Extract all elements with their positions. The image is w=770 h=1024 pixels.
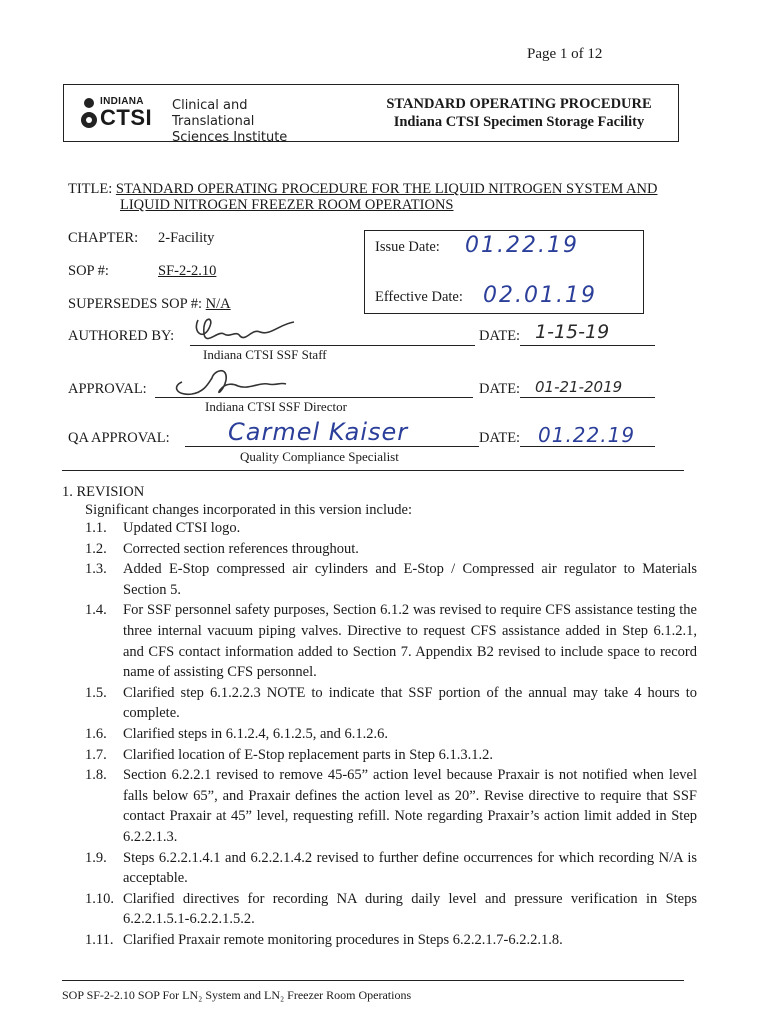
item-number: 1.3. [85,561,107,578]
org-line-2: Sciences Institute [172,130,288,145]
item-text: Steps 6.2.2.1.4.1 and 6.2.2.1.4.2 revised to further define occurrences for which recording N/A is acceptable. [123,849,697,887]
item-number: 1.11. [85,931,114,948]
title-line-2: LIQUID NITROGEN FREEZER ROOM OPERATIONS [120,197,454,213]
approval-role: Indiana CTSI SSF Director [205,399,347,414]
logo-mark-icon [78,95,100,133]
logo-indiana: INDIANA [100,96,144,107]
ctsi-logo [78,93,318,145]
list-item [85,765,697,847]
item-number: 1.5. [85,684,107,701]
list-item [85,930,697,951]
effective-date-label: Effective Date: [375,289,463,305]
list-item [85,889,697,930]
qa-signature: Carmel Kaiser [228,418,409,446]
list-item [85,559,697,600]
item-number: 1.8. [85,767,107,784]
header-title [369,95,669,131]
supersedes-label: SUPERSEDES SOP #: [68,296,203,312]
author-signature-icon [190,312,300,352]
list-item [85,724,697,745]
effective-date-value: 02.01.19 [483,283,597,308]
list-item [85,539,697,560]
sop-label: SOP #: [68,263,109,279]
authored-label: AUTHORED BY: [68,328,175,344]
item-text: Corrected section references throughout. [123,540,359,557]
footer-divider [62,980,684,981]
item-text: Clarified step 6.1.2.2.3 NOTE to indicate that SSF portion of the annual may take 4 hours to complete. [123,684,697,722]
revision-intro: Significant changes incorporated in this version include: [85,502,412,518]
document-title [68,181,688,213]
footer-text: SOP SF-2-2.10 SOP For LN₂ System and LN₂ Freezer Room Operations [62,988,412,1002]
header-box [63,84,679,145]
approval-label: APPROVAL: [68,381,147,397]
revision-list [85,518,697,950]
item-number: 1.7. [85,746,107,763]
item-text: Clarified location of E-Stop replacement parts in Step 6.1.3.1.2. [123,746,494,763]
item-number: 1.9. [85,849,107,866]
item-text: Clarified Praxair remote monitoring procedures in Steps 6.2.2.1.7-6.2.2.1.8. [123,931,563,948]
logo-ctsi: CTSI [100,105,153,130]
qa-label: QA APPROVAL: [68,430,170,446]
item-text: Clarified steps in 6.1.2.4, 6.1.2.5, and 6.1.2.6. [123,725,389,742]
issue-date-value: 01.22.19 [465,233,579,258]
qa-date-value: 01.22.19 [538,423,636,447]
authored-date-value: 1-15-19 [535,321,610,343]
chapter-value: 2-Facility [158,230,215,246]
authored-date-line [520,345,655,346]
section-divider [62,470,684,471]
item-text: Updated CTSI logo. [123,520,241,536]
item-number: 1.6. [85,725,107,742]
list-item [85,600,697,682]
item-text: Clarified directives for recording NA during daily level and pressure verification in Steps 6.2.2.1.5.1-6.2.2.1.5.2. [123,890,697,928]
item-number: 1.4. [85,602,107,619]
approval-signature-line [155,397,473,398]
list-item [85,518,697,539]
logo-org-name [172,98,318,146]
chapter-label: CHAPTER: [68,230,139,246]
dates-box [364,230,644,314]
supersedes-value: N/A [205,296,231,312]
title-label: TITLE: [68,181,113,197]
header-title-line-2: Indiana CTSI Specimen Storage Facility [393,114,645,130]
list-item [85,683,697,724]
item-text: Added E-Stop compressed air cylinders and E-Stop / Compressed air regulator to Materials Section 5. [123,561,697,598]
approval-date-line [520,397,655,398]
header-title-line-1: STANDARD OPERATING PROCEDURE [386,96,652,112]
authored-date-label: DATE: [479,328,521,344]
item-text: For SSF personnel safety purposes, Section 6.1.2 was revised to require CFS assistance testing the three internal vacuum piping valves. Directive to request CFS assistance added in Step 6.1.2.1, and CFS contact information added to Section 7. Appendix B2 revised to include space to record name of assisting CFS personnel. [123,602,697,681]
qa-signature-line [185,446,479,447]
title-line-1: STANDARD OPERATING PROCEDURE FOR THE LIQUID NITROGEN SYSTEM AND [115,181,658,197]
qa-role: Quality Compliance Specialist [240,449,399,464]
sop-value: SF-2-2.10 [158,263,217,279]
item-text: Section 6.2.2.1 revised to remove 45-65” action level because Praxair is not notified when level falls below 65”, and Praxair defines the action level as 20”. Revise directive to require that SSF contact Praxair at 45” level, requesting refill. Note regarding Praxair’s action limit added in Step 6.2.2.1.3. [123,767,697,845]
org-line-1: Clinical and Translational [172,98,255,129]
list-item [85,848,697,889]
qa-date-line [520,446,655,447]
item-number: 1.2. [85,540,107,557]
list-item [85,745,697,766]
page-number: Page 1 of 12 [527,46,603,62]
item-number: 1.10. [85,890,114,907]
item-number: 1.1. [85,520,107,536]
authored-signature-line [190,345,475,346]
issue-date-label: Issue Date: [375,239,440,255]
authored-role: Indiana CTSI SSF Staff [203,347,327,362]
revision-heading: 1. REVISION [62,484,145,500]
qa-date-label: DATE: [479,430,521,446]
approval-date-label: DATE: [479,381,521,397]
approval-date-value: 01-21-2019 [535,378,623,396]
